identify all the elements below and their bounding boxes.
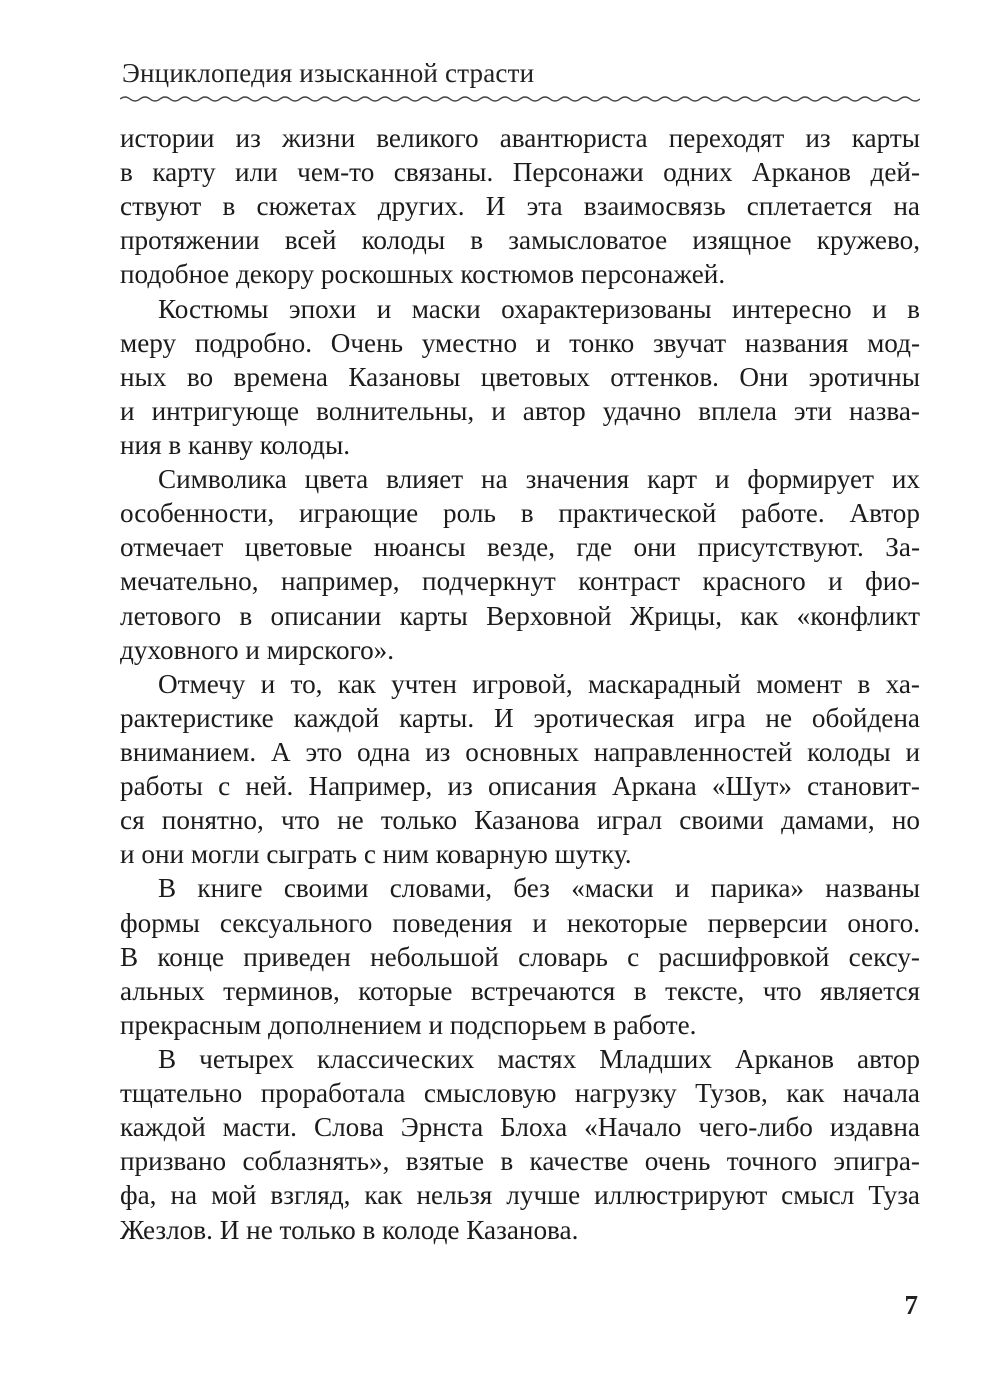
text-line: фа, на мой взгляд, как нельзя лучше иллюстрируют смысл Туза xyxy=(120,1180,920,1211)
text-line: протяжении всей колоды в замысловатое изящное кружево, xyxy=(120,225,920,256)
text-line: меру подробно. Очень уместно и тонко звучат названия мод- xyxy=(120,327,920,358)
text-line: в карту или чем-то связаны. Персонажи одних Арканов дей- xyxy=(120,157,920,188)
text-line: Костюмы эпохи и маски охарактеризованы интересно и в xyxy=(158,293,920,324)
text-line: каждой масти. Слова Эрнста Блоха «Начало чего-либо издавна xyxy=(120,1112,920,1143)
paragraph-3 xyxy=(120,462,920,667)
text-line: Символика цвета влияет на значения карт и формирует их xyxy=(158,464,920,495)
text-line: духовного и мирского». xyxy=(120,634,395,665)
body-text xyxy=(120,121,920,1247)
text-line: и они могли сыграть с ним коварную шутку. xyxy=(120,839,632,870)
text-line: ствуют в сюжетах других. И эта взаимосвязь сплетается на xyxy=(120,191,920,222)
text-line: вниманием. А это одна из основных направленностей колоды и xyxy=(120,736,920,767)
text-line: В конце приведен небольшой словарь с расшифровкой сексу- xyxy=(120,941,920,972)
running-head-title: Энциклопедия изысканной страсти xyxy=(122,58,535,88)
text-line: тщательно проработала смысловую нагрузку Тузов, как начала xyxy=(120,1078,920,1109)
text-line: и интригующе волнительны, и автор удачно вплела эти назва- xyxy=(120,395,920,426)
text-line: формы сексуального поведения и некоторые перверсии оного. xyxy=(120,907,920,938)
text-line: мечательно, например, подчеркнут контраст красного и фио- xyxy=(120,566,920,597)
wavy-divider-rule xyxy=(120,92,920,106)
text-line: В четырех классических мастях Младших Арканов автор xyxy=(158,1043,920,1074)
text-line: ных во времена Казановы цветовых оттенков. Они эротичны xyxy=(120,361,920,392)
paragraph-4 xyxy=(120,667,920,872)
text-line: Отмечу и то, как учтен игровой, маскарадный момент в ха- xyxy=(158,668,920,699)
text-line: подобное декору роскошных костюмов персонажей. xyxy=(120,259,726,290)
text-line: отмечает цветовые нюансы везде, где они присутствуют. За- xyxy=(120,532,920,563)
text-line: летового в описании карты Верховной Жрицы, как «конфликт xyxy=(120,600,920,631)
paragraph-2 xyxy=(120,292,920,463)
paragraph-5 xyxy=(120,871,920,1042)
text-line: ния в канву колоды. xyxy=(120,429,351,460)
text-line: ся понятно, что не только Казанова играл своими дамами, но xyxy=(120,805,920,836)
text-line: альных терминов, которые встречаются в тексте, что является xyxy=(120,975,920,1006)
text-line: истории из жизни великого авантюриста переходят из карты xyxy=(120,123,920,153)
text-line: призвано соблазнять», взятые в качестве очень точного эпигра- xyxy=(120,1146,920,1177)
text-line: Жезлов. И не только в колоде Казанова. xyxy=(120,1214,579,1245)
text-line: В книге своими словами, без «маски и парика» названы xyxy=(158,873,920,904)
text-line: прекрасным дополнением и подспорьем в работе. xyxy=(120,1009,697,1040)
page-number: 7 xyxy=(904,1290,918,1320)
text-line: работы с ней. Например, из описания Аркана «Шут» становит- xyxy=(120,771,920,802)
text-line: рактеристике каждой карты. И эротическая игра не обойдена xyxy=(120,702,920,733)
paragraph-6 xyxy=(120,1042,920,1247)
text-line: особенности, играющие роль в практической работе. Автор xyxy=(120,498,920,529)
paragraph-1 xyxy=(120,121,920,292)
